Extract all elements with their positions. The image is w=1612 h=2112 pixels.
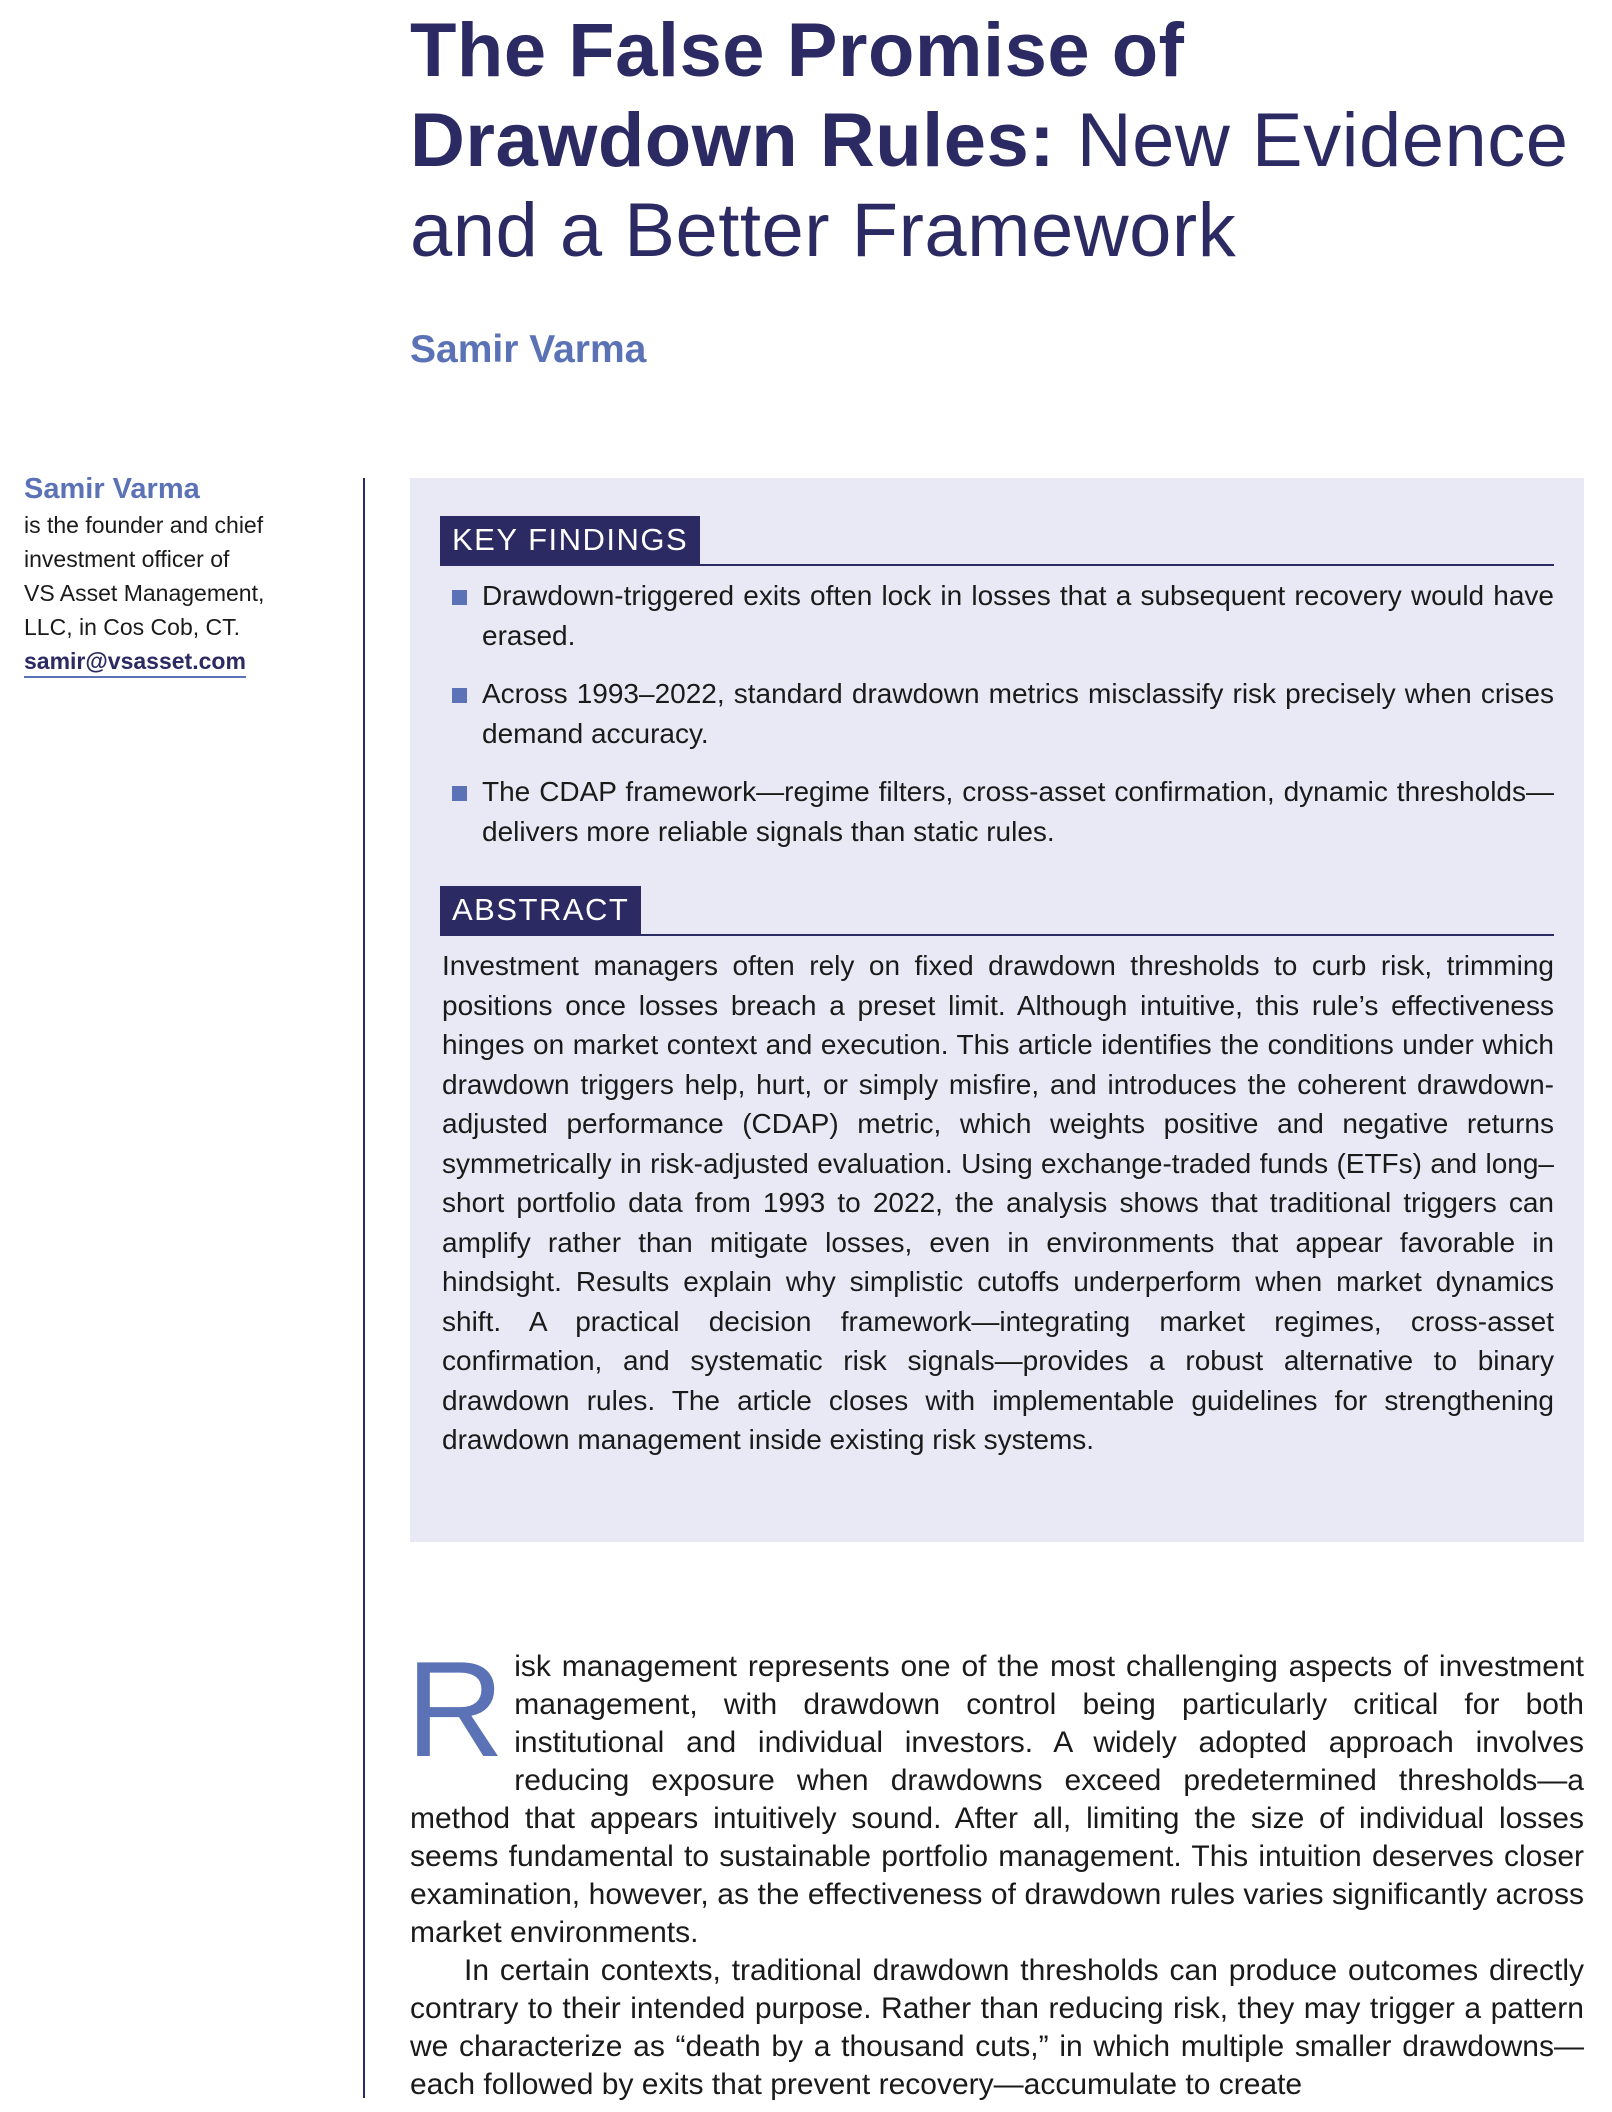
- author-sidebar: [24, 470, 344, 678]
- author-email-link[interactable]: samir@vsasset.com: [24, 646, 246, 678]
- title-regular-part: New Evidence and a Better Framework: [410, 98, 1569, 273]
- square-bullet-icon: [452, 786, 467, 801]
- abstract-text: Investment managers often rely on fixed drawdown thresholds to curb risk, trimming positions once losses breach a preset limit. Although intuitive, this rule’s effectiveness hinges on market context and execution. This article identifies the conditions under which drawdown triggers help, hurt, or simply misfire, and introduces the coherent drawdown-adjusted performance (CDAP) metric, which weights positive and negative returns symmetrically in risk-adjusted evaluation. Using exchange-traded funds (ETFs) and long–short portfolio data from 1993 to 2022, the analysis shows that traditional triggers can amplify rather than mitigate losses, even in environments that appear favorable in hindsight. Results explain why simplistic cutoffs underperform when market dynamics shift. A practical decision framework—integrating market regimes, cross-asset confirmation, and systematic risk signals—provides a robust alternative to binary drawdown rules. The article closes with implementable guidelines for strengthening drawdown management inside existing risk systems.: [442, 950, 1554, 1455]
- list-item: [448, 576, 1554, 656]
- article-title: [410, 6, 1590, 276]
- list-item: [448, 772, 1554, 852]
- finding-text: Across 1993–2022, standard drawdown metrics misclassify risk precisely when crises demand accuracy.: [482, 678, 1554, 749]
- author-name: Samir Varma: [410, 328, 647, 371]
- drop-cap: R: [406, 1633, 505, 1785]
- column-divider: [363, 478, 365, 2098]
- abstract-header: [440, 886, 1554, 936]
- list-item: [448, 674, 1554, 754]
- square-bullet-icon: [452, 590, 467, 605]
- finding-text: The CDAP framework—regime filters, cross-asset confirmation, dynamic thresholds—delivers more reliable signals than static rules.: [482, 776, 1554, 847]
- square-bullet-icon: [452, 688, 467, 703]
- article-body: [406, 1633, 1584, 2104]
- title-bold-part: The False Promise of Drawdown Rules:: [410, 8, 1185, 183]
- sidebar-author-bio: is the founder and chief investment officer of VS Asset Management, LLC, in Cos Cob, CT.: [24, 512, 265, 640]
- body-paragraph-1: isk management represents one of the most challenging aspects of investment management, with drawdown control being particularly critical for both institutional and individual investors. A widely adopted approach involves reducing exposure when drawdowns exceed predetermined thresholds—a method that appears intuitively sound. After all, limiting the size of individual losses seems fundamental to sustainable portfolio management. This intuition deserves closer examination, however, as the effectiveness of drawdown rules varies significantly across market environments.: [410, 1650, 1584, 1949]
- finding-text: Drawdown-triggered exits often lock in losses that a subsequent recovery would have erased.: [482, 580, 1554, 651]
- key-findings-header: [440, 516, 1554, 566]
- key-findings-heading: KEY FINDINGS: [440, 516, 700, 564]
- sidebar-author-name: Samir Varma: [24, 473, 200, 505]
- key-findings-list: [448, 576, 1554, 870]
- abstract-heading: ABSTRACT: [440, 886, 641, 934]
- body-paragraph-2: In certain contexts, traditional drawdown thresholds can produce outcomes directly contrary to their intended purpose. Rather than reducing risk, they may trigger a pattern we characterize as “death by a thousand cuts,” in which multiple smaller drawdowns—each followed by exits that prevent recovery—accumulate to create: [410, 1954, 1584, 2101]
- summary-box: [410, 478, 1584, 1542]
